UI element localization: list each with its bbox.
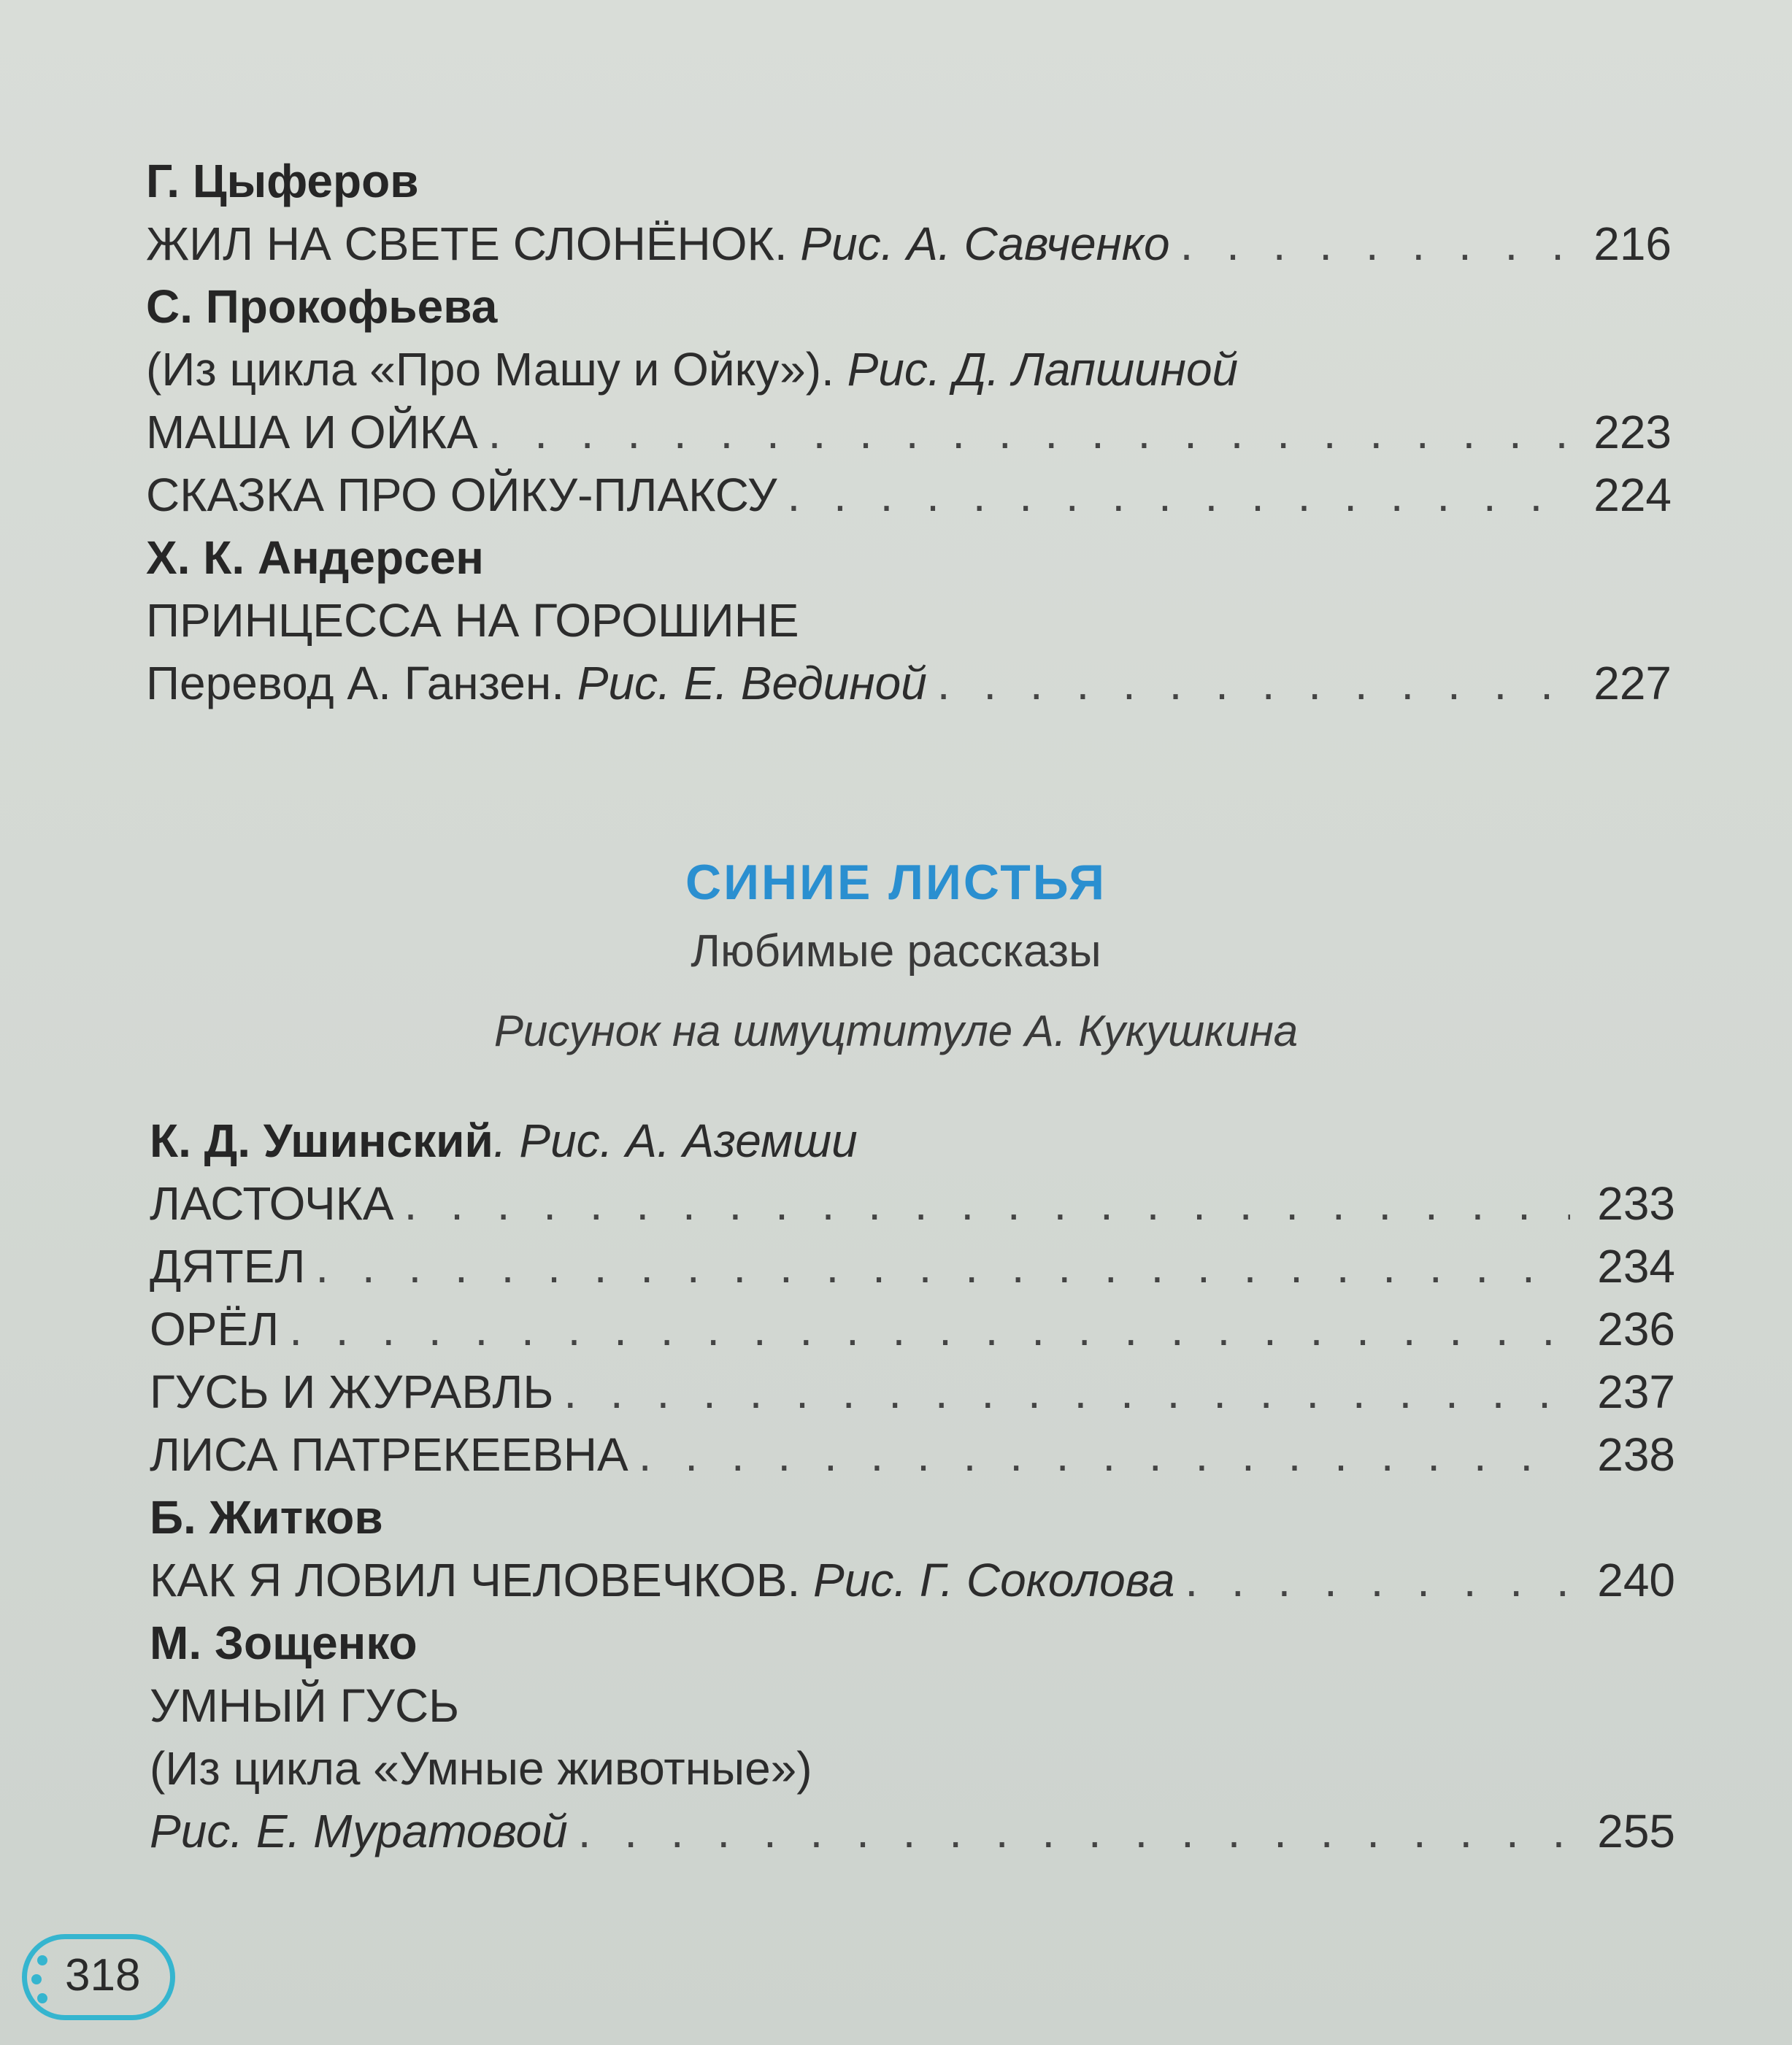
toc-entry [150,1423,1675,1486]
toc-entry [150,1172,1675,1235]
dot-leader [1185,1549,1570,1611]
toc-entry [150,1360,1675,1423]
page-ref: 233 [1597,1177,1675,1230]
dot-leader [564,1360,1570,1423]
dot-leader [404,1172,1570,1235]
entry-credit: Рис. А. Савченко [787,217,1170,270]
toc-entry [146,212,1672,275]
entry-title: ОРЁЛ [150,1303,280,1355]
entry-title: ЖИЛ НА СВЕТЕ СЛОНЁНОК. [146,217,788,270]
toc-entry [150,1298,1675,1360]
author-heading: Х. К. Андерсен [146,531,484,584]
page-ref: 223 [1593,406,1672,458]
dot-leader [937,652,1566,715]
page-ref: 234 [1597,1240,1675,1293]
author-heading: Б. Житков [150,1491,383,1544]
entry-title: СКАЗКА ПРО ОЙКУ-ПЛАКСУ [146,469,777,521]
entry-title: ЛАСТОЧКА [150,1177,394,1230]
dot-leader [639,1423,1570,1486]
page-number-badge [22,1934,175,2020]
page-ref: 224 [1593,469,1672,521]
dot-leader [289,1298,1570,1360]
section-title: СИНИЕ ЛИСТЬЯ [685,855,1107,910]
entry-title: ГУСЬ И ЖУРАВЛЬ [150,1366,554,1418]
entry-title: МАША И ОЙКА [146,406,478,458]
entry-title: УМНЫЙ ГУСЬ [150,1679,460,1732]
entry-title: ДЯТЕЛ [150,1240,306,1293]
toc-entry [146,401,1672,463]
dot-leader [787,463,1566,526]
cycle-text: (Из цикла «Про Машу и Ойку»). [146,343,834,396]
dot-leader [488,401,1566,463]
page-ref: 255 [1597,1805,1675,1857]
author-heading: К. Д. Ушинский [150,1114,493,1167]
dot-leader [1180,212,1566,275]
page-ref: 216 [1593,217,1672,270]
author-heading: Г. Цыферов [146,155,419,207]
page-ref: 236 [1597,1303,1675,1355]
author-line [150,1109,1675,1172]
dot-leader [315,1235,1570,1298]
cycle-note: (Из цикла «Умные животные») [150,1742,812,1795]
toc-bottom-block [150,1109,1675,1863]
toc-entry [150,1549,1675,1611]
page-ref: 227 [1593,657,1672,709]
toc-entry [146,652,1672,715]
entry-translation: Перевод А. Ганзен. [146,657,564,709]
entry-title: ПРИНЦЕССА НА ГОРОШИНЕ [146,594,799,647]
section-note: Рисунок на шмуцтитуле А. Кукушкина [493,1006,1299,1055]
author-credit: . Рис. А. Аземши [493,1114,858,1167]
toc-entry [150,1800,1675,1863]
cycle-note [146,338,1672,401]
page-ref: 237 [1597,1366,1675,1418]
toc-entry [146,463,1672,526]
entry-credit: Рис. Е. Вединой [564,657,927,709]
entry-credit: Рис. Г. Соколова [800,1554,1175,1606]
toc-entry [150,1235,1675,1298]
page-ref: 240 [1597,1554,1675,1606]
toc-top-block [146,150,1672,715]
entry-title: КАК Я ЛОВИЛ ЧЕЛОВЕЧКОВ. [150,1554,801,1606]
badge-dot-icon [31,1974,42,1984]
author-heading: С. Прокофьева [146,280,498,333]
entry-title: ЛИСА ПАТРЕКЕЕВНА [150,1428,628,1481]
badge-dot-icon [37,1955,47,1965]
dot-leader [578,1800,1570,1863]
entry-credit: Рис. Е. Муратовой [150,1805,568,1857]
section-subtitle: Любимые рассказы [691,926,1101,977]
badge-dot-icon [37,1993,47,2003]
page-number: 318 [65,1950,141,2000]
author-heading: М. Зощенко [150,1617,418,1669]
page-ref: 238 [1597,1428,1675,1481]
cycle-credit: Рис. Д. Лапшиной [834,343,1239,396]
